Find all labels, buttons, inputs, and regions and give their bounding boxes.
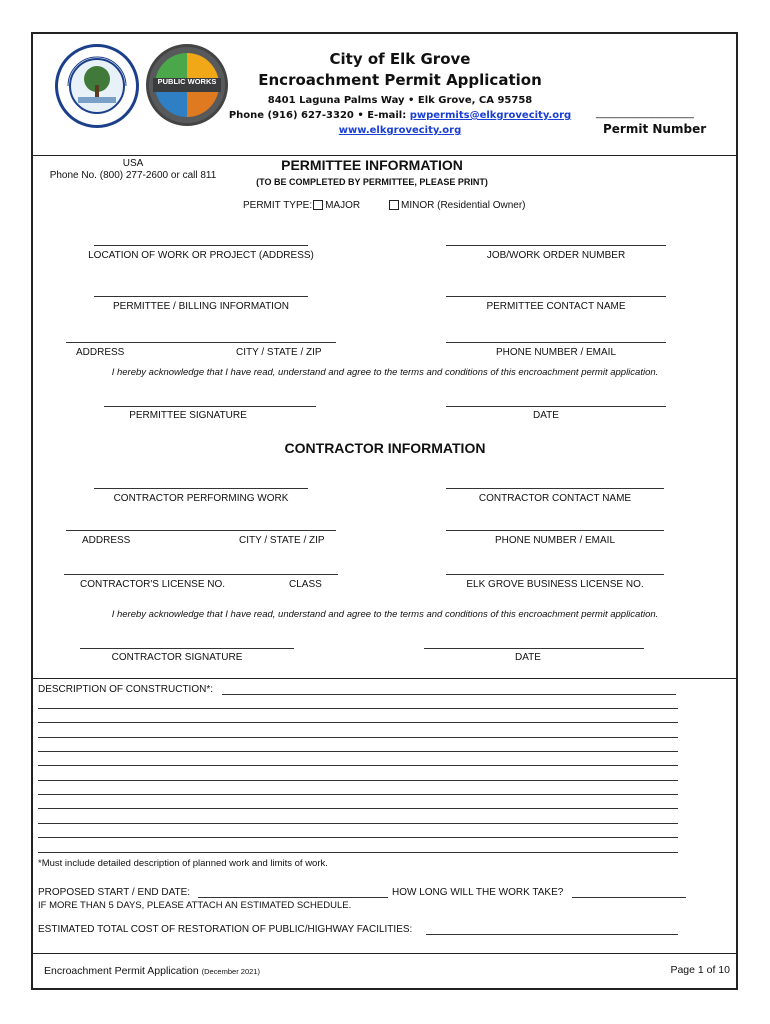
description-label: DESCRIPTION OF CONSTRUCTION*:: [38, 684, 214, 695]
contractor-acknowledgement: I hereby acknowledge that I have read, understand and agree to the terms and conditions of this encroachment permit application.: [111, 609, 659, 620]
billing-label: PERMITTEE / BILLING INFORMATION: [113, 301, 289, 312]
job-number-label: JOB/WORK ORDER NUMBER: [486, 250, 626, 261]
permittee-contact-field[interactable]: [446, 296, 666, 297]
footer-revision: (December 2021): [201, 967, 260, 976]
contractor-license-field[interactable]: [64, 574, 338, 575]
website-link[interactable]: www.elkgrovecity.org: [338, 125, 462, 136]
cost-label: ESTIMATED TOTAL COST OF RESTORATION OF PUBLIC/HIGHWAY FACILITIES:: [38, 924, 413, 935]
contractor-heading: CONTRACTOR INFORMATION: [284, 440, 486, 456]
contact-line: [200, 110, 600, 121]
usa-phone: Phone No. (800) 277-2600 or call 811: [49, 170, 217, 181]
description-line[interactable]: [38, 794, 678, 795]
phone-text: Phone (916) 627-3320 • E-mail:: [228, 110, 410, 121]
dates-field[interactable]: [198, 897, 388, 898]
business-license-field[interactable]: [446, 574, 664, 575]
description-line[interactable]: [38, 852, 678, 853]
footer-form-name: [44, 965, 260, 977]
contractor-date-field[interactable]: [424, 648, 644, 649]
major-label: MAJOR: [325, 200, 361, 211]
permittee-signature-label: PERMITTEE SIGNATURE: [129, 410, 247, 421]
contractor-signature-field[interactable]: [80, 648, 294, 649]
major-checkbox[interactable]: [313, 200, 323, 210]
contractor-performing-field[interactable]: [94, 488, 308, 489]
business-license-label: ELK GROVE BUSINESS LICENSE NO.: [466, 579, 644, 590]
permit-type-row: [243, 200, 360, 211]
description-line[interactable]: [38, 765, 678, 766]
contractor-performing-label: CONTRACTOR PERFORMING WORK: [113, 493, 289, 504]
description-note: *Must include detailed description of planned work and limits of work.: [38, 858, 328, 869]
contractor-license-label: CONTRACTOR'S LICENSE NO.: [80, 579, 226, 590]
description-line[interactable]: [38, 823, 678, 824]
permittee-date-field[interactable]: [446, 406, 666, 407]
permittee-address-field[interactable]: [66, 342, 336, 343]
permit-type-label: PERMIT TYPE:: [243, 200, 313, 211]
contractor-city-label: CITY / STATE / ZIP: [239, 535, 325, 546]
contractor-address-field[interactable]: [66, 530, 336, 531]
permittee-phone-field[interactable]: [446, 342, 666, 343]
page-number: Page 1 of 10: [670, 964, 730, 976]
contractor-class-label: CLASS: [289, 579, 322, 590]
contractor-phone-label: PHONE NUMBER / EMAIL: [494, 535, 616, 546]
duration-label: HOW LONG WILL THE WORK TAKE?: [392, 887, 564, 898]
usa-label: USA: [122, 158, 144, 169]
email-link[interactable]: pwpermits@elkgrovecity.org: [409, 110, 572, 121]
permittee-city-label: CITY / STATE / ZIP: [236, 347, 322, 358]
description-line[interactable]: [38, 808, 678, 809]
description-line[interactable]: [38, 837, 678, 838]
form-title: Encroachment Permit Application: [258, 71, 542, 89]
duration-field[interactable]: [572, 897, 686, 898]
office-address: 8401 Laguna Palms Way • Elk Grove, CA 95758: [267, 95, 533, 106]
website-line: [240, 125, 560, 136]
billing-field[interactable]: [94, 296, 308, 297]
minor-label: MINOR (Residential Owner): [401, 200, 526, 211]
contractor-phone-field[interactable]: [446, 530, 664, 531]
footer-divider: [31, 953, 738, 954]
schedule-note: IF MORE THAN 5 DAYS, PLEASE ATTACH AN ESTIMATED SCHEDULE.: [38, 900, 352, 911]
location-label: LOCATION OF WORK OR PROJECT (ADDRESS): [88, 250, 314, 261]
description-line[interactable]: [38, 708, 678, 709]
contractor-contact-label: CONTRACTOR CONTACT NAME: [478, 493, 632, 504]
dates-label: PROPOSED START / END DATE:: [38, 887, 191, 898]
cost-field[interactable]: [426, 934, 678, 935]
job-number-field[interactable]: [446, 245, 666, 246]
minor-row: [388, 200, 525, 211]
location-field[interactable]: [94, 245, 308, 246]
permittee-contact-label: PERMITTEE CONTACT NAME: [486, 301, 626, 312]
permittee-acknowledgement: I hereby acknowledge that I have read, understand and agree to the terms and conditions of this encroachment permit application.: [111, 367, 659, 378]
contractor-date-label: DATE: [515, 652, 541, 663]
permit-number-label: Permit Number: [603, 122, 707, 136]
permittee-heading: PERMITTEE INFORMATION: [281, 157, 463, 173]
city-name: City of Elk Grove: [329, 50, 471, 68]
description-divider: [31, 678, 738, 679]
description-line[interactable]: [38, 722, 678, 723]
public-works-logo-text: PUBLIC WORKS: [157, 77, 217, 86]
permittee-signature-field[interactable]: [104, 406, 316, 407]
description-line[interactable]: [38, 751, 678, 752]
permittee-subheading: (TO BE COMPLETED BY PERMITTEE, PLEASE PRINT): [256, 177, 488, 187]
header-divider: [31, 155, 738, 156]
permittee-date-label: DATE: [533, 410, 559, 421]
contractor-contact-field[interactable]: [446, 488, 664, 489]
description-line[interactable]: [38, 737, 678, 738]
footer-form-title: Encroachment Permit Application: [44, 965, 199, 977]
permittee-phone-label: PHONE NUMBER / EMAIL: [495, 347, 617, 358]
description-line-1[interactable]: [222, 694, 676, 695]
city-seal-logo: [55, 44, 139, 128]
minor-checkbox[interactable]: [389, 200, 399, 210]
contractor-address-label: ADDRESS: [82, 535, 131, 546]
contractor-signature-label: CONTRACTOR SIGNATURE: [111, 652, 243, 663]
permit-number-field[interactable]: ________________: [596, 107, 694, 119]
permittee-address-label: ADDRESS: [76, 347, 125, 358]
description-line[interactable]: [38, 780, 678, 781]
